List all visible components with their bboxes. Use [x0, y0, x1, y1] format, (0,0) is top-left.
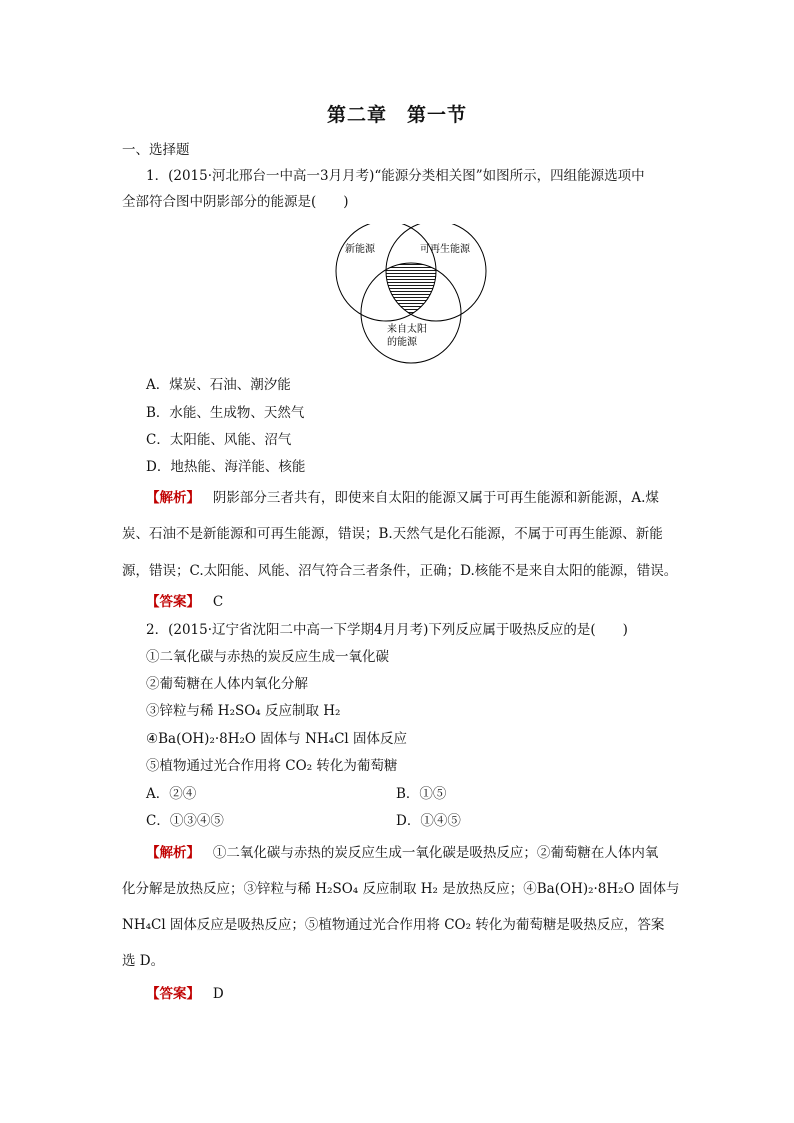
q1-option-b: B．水能、生成物、天然气: [146, 405, 305, 421]
q2-option-d: D．①④⑤: [396, 813, 461, 829]
q1-analysis-line3: 源，错误；C.太阳能、风能、沼气符合三者条件，正确；D.核能不是来自太阳的能源，错误。: [122, 563, 678, 579]
analysis-tag: 【解析】: [146, 845, 200, 861]
q1-analysis-line2: 炭、石油不是新能源和可再生能源，错误；B.天然气是化石能源，不属于可再生能源、新能: [122, 526, 663, 542]
q2-analysis-line4: 选 D。: [122, 953, 165, 969]
label-renewable-energy: 可再生能源: [420, 244, 470, 255]
q2-stem: 2．(2015·辽宁省沈阳二中高一下学期4月月考)下列反应属于吸热反应的是( ): [146, 622, 628, 638]
q2-item-4: ④Ba(OH)₂·8H₂O 固体与 NH₄Cl 固体反应: [146, 731, 408, 747]
q1-analysis-line1: [146, 488, 659, 508]
q2-option-b: B．①⑤: [396, 786, 447, 802]
section-heading: 一、选择题: [122, 142, 190, 158]
q1-answer-value: C: [212, 594, 224, 610]
q2-option-a: A．②④: [146, 786, 197, 802]
q1-stem-line2: 全部符合图中阴影部分的能源是( ): [122, 194, 349, 210]
q1-stem-line1: 1．(2015·河北邢台一中高一3月月考)“能源分类相关图”如图所示，四组能源选项中: [146, 168, 645, 184]
q1-option-d: D．地热能、海洋能、核能: [146, 459, 306, 475]
label-solar-line1: 来自太阳: [387, 324, 427, 335]
q2-answer-value: D: [212, 986, 224, 1002]
q2-analysis-line3: NH₄Cl 固体反应是吸热反应；⑤植物通过光合作用将 CO₂ 转化为葡萄糖是吸热反应，答案: [122, 917, 665, 933]
venn-diagram: [330, 224, 490, 366]
q2-analysis-line2: 化分解是放热反应；③锌粒与稀 H₂SO₄ 反应制取 H₂ 是放热反应；④Ba(OH)₂·8H₂O 固体与: [122, 881, 680, 897]
q1-analysis-text1: 阴影部分三者共有，即使来自太阳的能源又属于可再生能源和新能源，A.煤: [212, 490, 659, 506]
q2-analysis-text1: ①二氧化碳与赤热的炭反应生成一氧化碳是吸热反应；②葡萄糖在人体内氧: [212, 845, 659, 861]
q2-option-c: C．①③④⑤: [146, 813, 224, 829]
q2-item-1: ①二氧化碳与赤热的炭反应生成一氧化碳: [146, 649, 389, 665]
q2-answer: [146, 984, 224, 1004]
analysis-tag: 【解析】: [146, 490, 200, 506]
q1-option-a: A．煤炭、石油、潮汐能: [146, 377, 291, 393]
label-solar-line2: 的能源: [387, 337, 417, 348]
q2-item-5: ⑤植物通过光合作用将 CO₂ 转化为葡萄糖: [146, 758, 398, 774]
answer-tag: 【答案】: [146, 594, 200, 610]
shaded-intersection: [361, 263, 461, 363]
answer-tag: 【答案】: [146, 986, 200, 1002]
q1-answer: [146, 592, 223, 612]
q2-item-3: ③锌粒与稀 H₂SO₄ 反应制取 H₂: [146, 703, 341, 719]
q2-analysis-line1: [146, 843, 658, 863]
label-new-energy: 新能源: [345, 244, 375, 255]
q1-option-c: C．太阳能、风能、沼气: [146, 432, 292, 448]
q2-item-2: ②葡萄糖在人体内氧化分解: [146, 676, 308, 692]
page-title: 第二章 第一节: [326, 104, 467, 126]
